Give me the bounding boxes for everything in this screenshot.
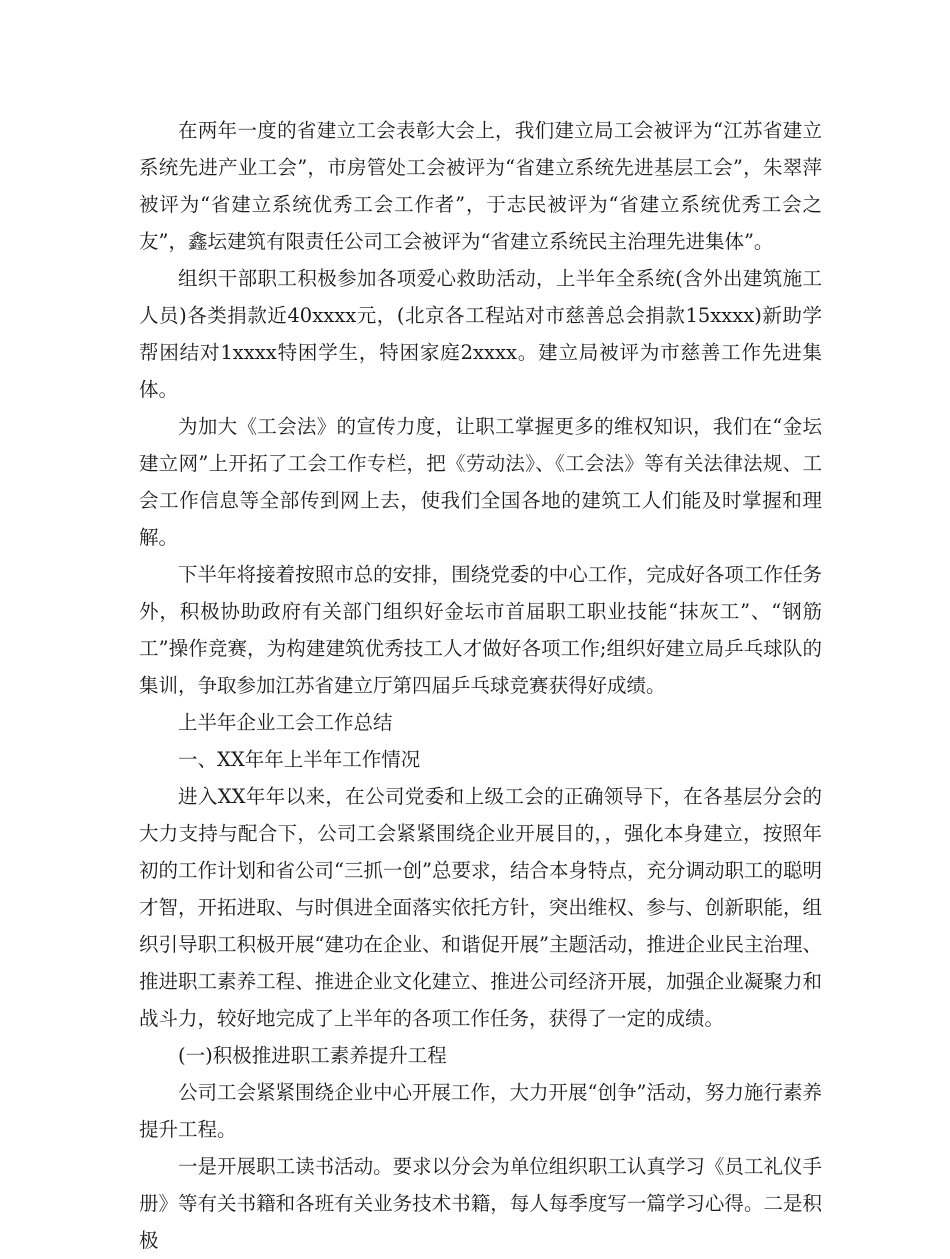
paragraph-overview: 进入XX年年以来，在公司党委和上级工会的正确领导下，在各基层分会的大力支持与配合下，公司工会紧紧围绕企业开展目的，，强化本身建立，按照年初的工作计划和省公司“三抓一创”总要求，结合本身特点，充分调动职工的聪明才智，开拓进取、与时俱进全面落实依托方针，突出维权、参与、创新职能，组织引导职工积极开展“建功在企业、和谐促开展”主题活动，推进企业民主治理、推进职工素养工程、推进企业文化建立、推进公司经济开展，加强企业凝聚力和战斗力，较好地完成了上半年的各项工作任务，获得了一定的成绩。 bbox=[139, 785, 822, 1030]
paragraph-second-half-plan: 下半年将接着按照市总的安排，围绕党委的中心工作，完成好各项工作任务外，积极协助政府有关部门组织好金坛市首届职工职业技能“抹灰工”、“钢筋工”操作竞赛，为构建建筑优秀技工人才做好各项工作;组织好建立局乒乓球队的集训，争取参加江苏省建立厅第四届乒乓球竞赛获得好成绩。 bbox=[139, 563, 822, 697]
paragraph-quality: 公司工会紧紧围绕企业中心开展工作，大力开展“创争”活动，努力施行素养提升工程。 bbox=[139, 1081, 822, 1141]
section-heading: 上半年企业工会工作总结 bbox=[178, 711, 393, 734]
document-body bbox=[139, 112, 822, 1259]
paragraph-reading: 一是开展职工读书活动。要求以分会为单位组织职工认真学习《员工礼仪手册》等有关书籍和各班有关业务技术书籍，每人每季度写一篇学习心得。二是积极 bbox=[139, 1155, 822, 1252]
paragraph-charity: 组织干部职工积极参加各项爱心救助活动，上半年全系统(含外出建筑施工人员)各类捐款近40xxxx元，(北京各工程站对市慈善总会捐款15xxxx)新助学帮困结对1xxxx特困学生，特困家庭2xxxx。建立局被评为市慈善工作先进集体。 bbox=[139, 267, 822, 401]
subsection-heading: 一、XX年年上半年工作情况 bbox=[178, 748, 421, 771]
subsection-heading-quality: (一)积极推进职工素养提升工程 bbox=[178, 1044, 447, 1067]
paragraph-award: 在两年一度的省建立工会表彰大会上，我们建立局工会被评为“江苏省建立系统先进产业工会”，市房管处工会被评为“省建立系统先进基层工会”，朱翠萍被评为“省建立系统优秀工会工作者”，于志民被评为“省建立系统优秀工会之友”，鑫坛建筑有限责任公司工会被评为“省建立系统民主治理先进集体”。 bbox=[139, 119, 822, 253]
paragraph-union-law: 为加大《工会法》的宣传力度，让职工掌握更多的维权知识，我们在“金坛建立网”上开拓了工会工作专栏，把《劳动法》、《工会法》等有关法律法规、工会工作信息等全部传到网上去，使我们全国各地的建筑工人们能及时掌握和理解。 bbox=[139, 415, 822, 549]
